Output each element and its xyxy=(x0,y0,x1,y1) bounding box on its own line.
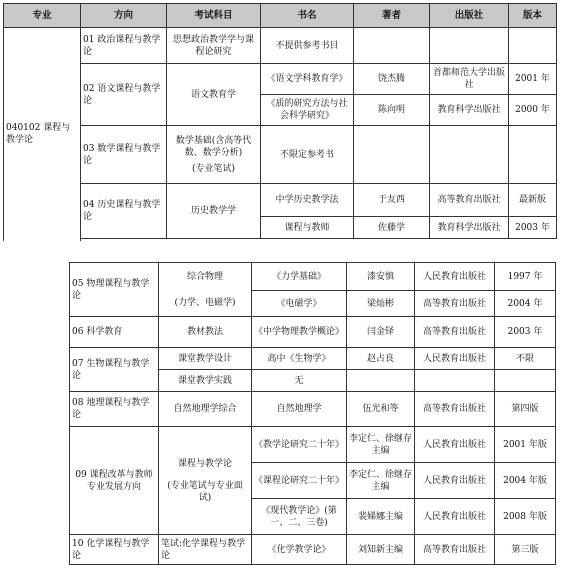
direction-cell: 06 科学教育 xyxy=(70,317,159,348)
author-cell: 于友西 xyxy=(354,184,430,217)
edition-cell xyxy=(509,126,557,184)
author-cell: 佐藤学 xyxy=(354,217,430,239)
edition-cell: 2003 年 xyxy=(495,317,556,348)
subject-cell: 综合物理 xyxy=(159,263,252,291)
table-row xyxy=(70,348,556,370)
author-cell: 梁灿彬 xyxy=(347,291,415,317)
table-row xyxy=(70,392,556,427)
direction-cell: 09 课程改革与教师专业发展方向 xyxy=(70,427,159,535)
header-author: 著者 xyxy=(354,4,430,28)
publisher-cell xyxy=(430,28,509,64)
subject-cell: 历史教学学 xyxy=(167,184,261,239)
author-cell: 刘知新主编 xyxy=(347,535,415,565)
table-row xyxy=(4,184,557,217)
book-cell: 《力学基础》 xyxy=(252,263,347,291)
book-cell: 不限定参考书 xyxy=(261,126,354,184)
book-cell: 《课程论研究二十年》 xyxy=(252,463,347,499)
publisher-cell: 高等教育出版社 xyxy=(415,317,495,348)
major-cell: 040102 课程与教学论 xyxy=(4,28,81,241)
subject-cell: 语文教育学 xyxy=(167,64,261,126)
direction-cell: 10 化学课程与教学论 xyxy=(70,535,159,565)
subject-cell: (力学、电磁学) xyxy=(159,291,252,317)
direction-cell: 08 地理课程与教学论 xyxy=(70,392,159,427)
subject-cell: 思想政治教学学与课程论研究 xyxy=(167,28,261,64)
book-cell: 《电磁学》 xyxy=(252,291,347,317)
header-subject: 考试科目 xyxy=(167,4,261,28)
header-book: 书名 xyxy=(261,4,354,28)
edition-cell: 1997 年 xyxy=(495,263,556,291)
book-cell: 无 xyxy=(252,370,347,392)
edition-cell xyxy=(495,370,556,392)
book-cell: 《中学物理教学概论》 xyxy=(252,317,347,348)
author-cell: 李定仁、徐继存主编 xyxy=(347,427,415,463)
header-direction: 方向 xyxy=(81,4,167,28)
book-cell: 《化学教学论》 xyxy=(252,535,347,565)
author-cell: 陈向明 xyxy=(354,95,430,126)
publisher-cell: 高等教育出版社 xyxy=(430,184,509,217)
edition-cell: 2001 年版 xyxy=(495,427,556,463)
book-cell: 高中《生物学》 xyxy=(252,348,347,370)
book-cell: 《教学论研究二十年》 xyxy=(252,427,347,463)
author-cell: 漆安慎 xyxy=(347,263,415,291)
edition-cell: 最新版 xyxy=(509,184,557,217)
book-cell: 《现代教学论》(第一、二、三卷) xyxy=(252,499,347,535)
subject-cell: 课堂教学设计 xyxy=(159,348,252,370)
book-cell: 自然地理学 xyxy=(252,392,347,427)
publisher-cell: 人民教育出版社 xyxy=(415,348,495,370)
direction-cell: 05 物理课程与教学论 xyxy=(70,263,159,317)
edition-cell: 2000 年 xyxy=(509,95,557,126)
edition-cell: 不限 xyxy=(495,348,556,370)
table-row xyxy=(70,317,556,348)
subject-cell: 笔试:化学课程与教学论 xyxy=(159,535,252,565)
subject-cell: 教材教法 xyxy=(159,317,252,348)
table-row xyxy=(70,535,556,565)
header-major: 专业 xyxy=(4,4,81,28)
table-row xyxy=(4,64,557,95)
book-cell: 《质的研究方法与社会科学研究》 xyxy=(261,95,354,126)
subject-cell: 自然地理学综合 xyxy=(159,392,252,427)
book-cell: 课程与教师 xyxy=(261,217,354,239)
publisher-cell: 人民教育出版社 xyxy=(415,463,495,499)
publisher-cell: 高等教育出版社 xyxy=(415,291,495,317)
edition-cell: 第四版 xyxy=(495,392,556,427)
publisher-cell: 教育科学出版社 xyxy=(430,95,509,126)
author-cell: 闫金铎 xyxy=(347,317,415,348)
course-table-part2 xyxy=(69,262,556,565)
table-row xyxy=(4,28,557,64)
publisher-cell: 高等教育出版社 xyxy=(415,535,495,565)
book-cell: 《语文学科教育学》 xyxy=(261,64,354,95)
author-cell xyxy=(347,370,415,392)
edition-cell: 第三版 xyxy=(495,535,556,565)
author-cell: 裴娣娜主编 xyxy=(347,499,415,535)
book-cell: 不提供参考书目 xyxy=(261,28,354,64)
table-row xyxy=(4,126,557,184)
direction-cell: 04 历史课程与教学论 xyxy=(81,184,167,239)
subject-cell xyxy=(159,427,252,535)
subject-line: (专业笔试) xyxy=(191,163,236,174)
subject-line: 数学基础(含高等代数、数学分析) xyxy=(175,135,252,158)
header-publisher: 出版社 xyxy=(430,4,509,28)
subject-line: 课程与教学论 xyxy=(177,458,232,469)
author-cell: 赵占良 xyxy=(347,348,415,370)
publisher-cell: 人民教育出版社 xyxy=(415,263,495,291)
publisher-cell: 教育科学出版社 xyxy=(430,217,509,239)
publisher-cell: 首都师范大学出版社 xyxy=(430,64,509,95)
subject-cell xyxy=(167,126,261,184)
author-cell: 伍光和等 xyxy=(347,392,415,427)
direction-cell: 07 生物课程与教学论 xyxy=(70,348,159,392)
author-cell: 李定仁、徐继存主编 xyxy=(347,463,415,499)
edition-cell: 2004 年版 xyxy=(495,463,556,499)
edition-cell xyxy=(509,28,557,64)
publisher-cell xyxy=(415,370,495,392)
edition-cell: 2004 年 xyxy=(495,291,556,317)
edition-cell: 2008 年版 xyxy=(495,499,556,535)
table-row xyxy=(70,427,556,463)
direction-cell: 01 政治课程与教学论 xyxy=(81,28,167,64)
edition-cell: 2003 年 xyxy=(509,217,557,239)
header-edition: 版本 xyxy=(509,4,557,28)
header-row xyxy=(4,4,557,28)
author-cell: 饶杰腾 xyxy=(354,64,430,95)
publisher-cell: 人民教育出版社 xyxy=(415,499,495,535)
publisher-cell: 人民教育出版社 xyxy=(415,427,495,463)
author-cell xyxy=(354,126,430,184)
subject-line: (专业笔试与专业面试) xyxy=(167,480,243,503)
publisher-cell: 高等教育出版社 xyxy=(415,392,495,427)
author-cell xyxy=(354,28,430,64)
course-table-part1 xyxy=(3,3,557,241)
direction-cell: 02 语文课程与教学论 xyxy=(81,64,167,126)
direction-cell: 03 数学课程与教学论 xyxy=(81,126,167,184)
table-row xyxy=(70,263,556,291)
publisher-cell xyxy=(430,126,509,184)
edition-cell: 2001 年 xyxy=(509,64,557,95)
subject-cell: 课堂教学实践 xyxy=(159,370,252,392)
book-cell: 中学历史教学法 xyxy=(261,184,354,217)
